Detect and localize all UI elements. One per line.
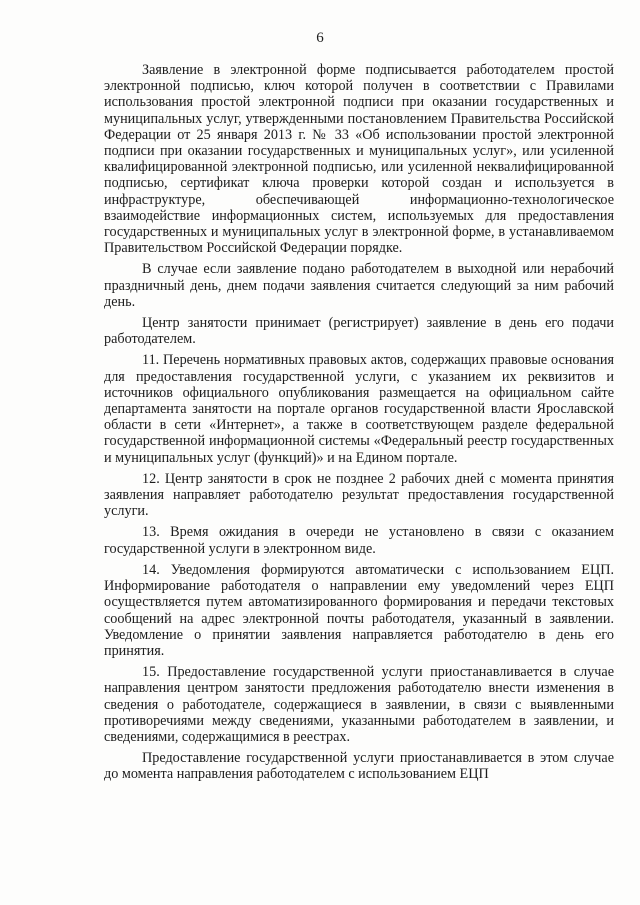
document-body (104, 62, 614, 788)
paragraph-12-result-term: 12. Центр занятости в срок не позднее 2 рабочих дней с момента принятия заявления направляет работодателю результат предоставления государственной услуги. (104, 470, 614, 520)
paragraph-11-legal-acts: 11. Перечень нормативных правовых актов, содержащих правовые основания для предоставления государственной услуги, с указанием их реквизитов и источников официального опубликования размещается на официальном сайте департамента занятости на портале органов государственной власти Ярославской области в сети «Интернет», а также в соответствующем разделе федеральной государственной информационной системы «Федеральный реестр государственных и муниципальных услуг (функций)» и на Едином портале. (104, 352, 614, 466)
paragraph-13-queue-time: 13. Время ожидания в очереди не установлено в связи с оказанием государственной услуги в электронном виде. (104, 524, 614, 557)
paragraph-holiday-submission: В случае если заявление подано работодателем в выходной или нерабочий праздничный день, днем подачи заявления считается следующий за ним рабочий день. (104, 261, 614, 310)
paragraph-signature: Заявление в электронной форме подписывается работодателем простой электронной подписью, ключ которой получен в соответствии с Правилами использования простой электронной подписи при оказании государственных и муниципальных услуг, утвержденными постановлением Правительства Российской Федерации от 25 января 2013 г. № 33 «Об использовании простой электронной подписи при оказании государственных и муниципальных услуг», или усиленной квалифицированной электронной подписью, или усиленной неквалифицированной подписью, сертификат ключа проверки которой создан и используется в инфраструктуре, обеспечивающей информационно-технологическое взаимодействие информационных систем, используемых для предоставления государственных и муниципальных услуг в электронной форме, в устанавливаемом Правительством Российской Федерации порядке. (104, 62, 614, 257)
paragraph-registration: Центр занятости принимает (регистрирует) заявление в день его подачи работодателем. (104, 315, 614, 348)
paragraph-suspension-continued: Предоставление государственной услуги приостанавливается в этом случае до момента направления работодателем с использованием ЕЦП (104, 750, 614, 783)
paragraph-15-suspension: 15. Предоставление государственной услуги приостанавливается в случае направления центром занятости предложения работодателю внести изменения в сведения о работодателе, содержащиеся в заявлении, в связи с выявленными противоречиями между сведениями, указанными работодателем в заявлении, и сведениями, содержащимися в реестрах. (104, 664, 614, 745)
paragraph-14-notifications: 14. Уведомления формируются автоматически с использованием ЕЦП. Информирование работодателя о направлении ему уведомлений через ЕЦП осуществляется путем автоматизированного формирования и передачи текстовых сообщений на адрес электронной почты работодателя, указанный в заявлении. Уведомление о принятии заявления направляется работодателю в день его принятия. (104, 561, 614, 659)
page-number: 6 (316, 30, 324, 46)
